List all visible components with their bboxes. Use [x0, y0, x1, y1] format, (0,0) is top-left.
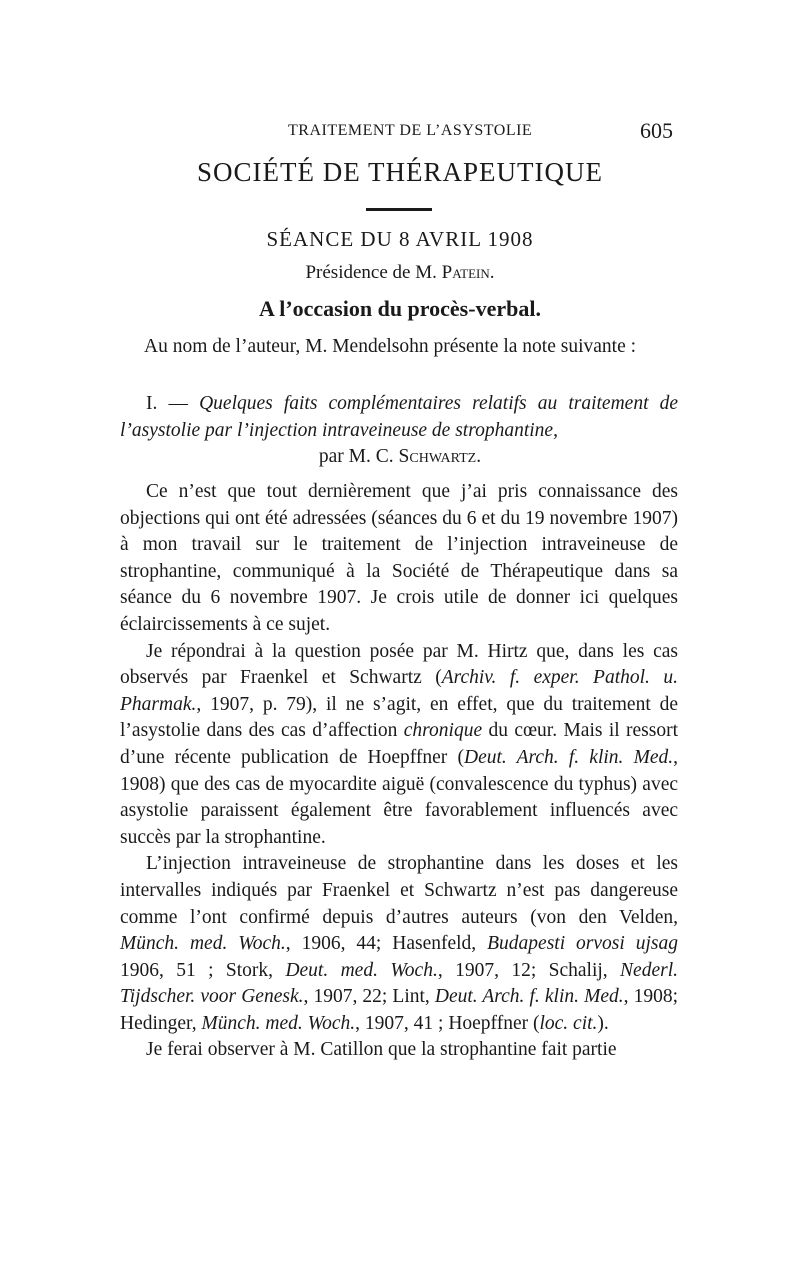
paragraph-4-text: Je ferai observer à M. Catillon que la strophantine fait partie — [146, 1039, 617, 1061]
article-title-text: Quelques faits complémentaires relatifs au traitement de l’asystolie par l’injection intraveineuse de strophantine, — [120, 393, 678, 441]
paragraph-3-text-i: , 1907, 22; Lint, — [303, 986, 435, 1008]
paragraph-3 — [120, 851, 678, 1037]
citation-deut-arch: Deut. Arch. f. klin. Med. — [463, 746, 674, 768]
presidence-line — [120, 262, 680, 284]
presidence-prefix: Présidence de M. — [305, 262, 442, 283]
paragraph-2-text-c: , 1907, p. 79), il ne s’agit, en effet, que du traitement de l’asystolie dans des cas d’affection — [120, 693, 678, 742]
citation-loc-cit: loc. cit. — [539, 1012, 598, 1034]
paragraph-3-text-g: , 1907, 12; Schalij, — [437, 959, 621, 981]
author-prefix: par M. C. — [318, 446, 399, 467]
citation-nederl: Nederl. Tijdscher. voor Genesk. — [120, 959, 678, 1008]
article-body — [120, 479, 678, 1064]
article-author — [120, 446, 680, 468]
paragraph-2-text-a: Je répondrai à la question posée par M. Hirtz que, dans les cas observés par Fraenkel et Schwartz ( — [120, 640, 678, 689]
section-heading: A l’occasion du procès-verbal. — [259, 296, 541, 321]
paragraph-3-text-k: , 1908; Hedinger, — [120, 986, 679, 1034]
paragraph-3-text-c: , 1906, 44; Hasenfeld, — [285, 933, 488, 955]
citation-munch-2: Münch. med. Woch. — [201, 1012, 356, 1034]
intro-paragraph: Au nom de l’auteur, M. Mendelsohn présente la note suivante : — [144, 336, 637, 357]
citation-munch-1: Münch. med. Woch. — [120, 933, 286, 955]
citation-archiv: Archiv. f. exper. Pathol. u. Pharmak. — [120, 667, 678, 715]
citation-deut-med: Deut. med. Woch. — [285, 959, 438, 981]
paragraph-1-text: Ce n’est que tout dernièrement que j’ai pris connaissance des objections qui ont été adressées (séances du 6 et du 19 novembre 1907) à mon travail sur le traitement de l’injection intraveineuse de strophantine, communiqué à la Société de Thérapeutique dans sa séance du 6 novembre 1907. Je crois utile de donner ici quelques éclaircissements à ce sujet. — [120, 481, 678, 635]
author-name: Schwartz — [398, 446, 477, 467]
citation-budapesti: Budapesti orvosi ujsag — [487, 933, 679, 955]
running-head — [0, 118, 800, 146]
paragraph-3-text-m: , 1907, 41 ; Hoepffner ( — [355, 1012, 540, 1034]
president-name: Patein — [441, 262, 490, 283]
paragraph-2-text-g: , 1908) que des cas de myocardite aiguë (convalescence du typhus) avec asystolie paraissent également être favorablement influencés avec succès par la strophantine. — [120, 746, 678, 848]
running-head-title: TRAITEMENT DE L’ASYSTOLIE — [288, 122, 533, 139]
seance-date: SÉANCE DU 8 AVRIL 1908 — [266, 227, 534, 251]
paragraph-3-text-a: L’injection intraveineuse de strophantine dans les doses et les intervalles indiqués par Fraenkel et Schwartz n’est pas dangereuse comme l’ont confirmé depuis d’autres auteurs (von den Velden, — [120, 853, 678, 928]
title-rule — [366, 208, 432, 211]
author-suffix: . — [476, 446, 482, 467]
emphasis-chronique: chronique — [403, 720, 483, 742]
paragraph-1 — [120, 479, 678, 639]
society-title: SOCIÉTÉ DE THÉRAPEUTIQUE — [197, 157, 603, 187]
citation-deut-arch-2: Deut. Arch. f. klin. Med. — [434, 986, 624, 1008]
paragraph-3-text-e: 1906, 51 ; Stork, — [120, 959, 286, 981]
page-number: 605 — [640, 118, 673, 143]
article-number: I. — — [146, 393, 200, 414]
paragraph-2 — [120, 639, 678, 852]
paragraph-3-text-o: ). — [597, 1012, 609, 1034]
presidence-suffix: . — [489, 262, 495, 283]
paragraph-4 — [120, 1037, 678, 1064]
article-title — [120, 391, 678, 444]
paragraph-2-text-e: du cœur. Mais il ressort d’une récente publication de Hoepffner ( — [120, 720, 679, 768]
